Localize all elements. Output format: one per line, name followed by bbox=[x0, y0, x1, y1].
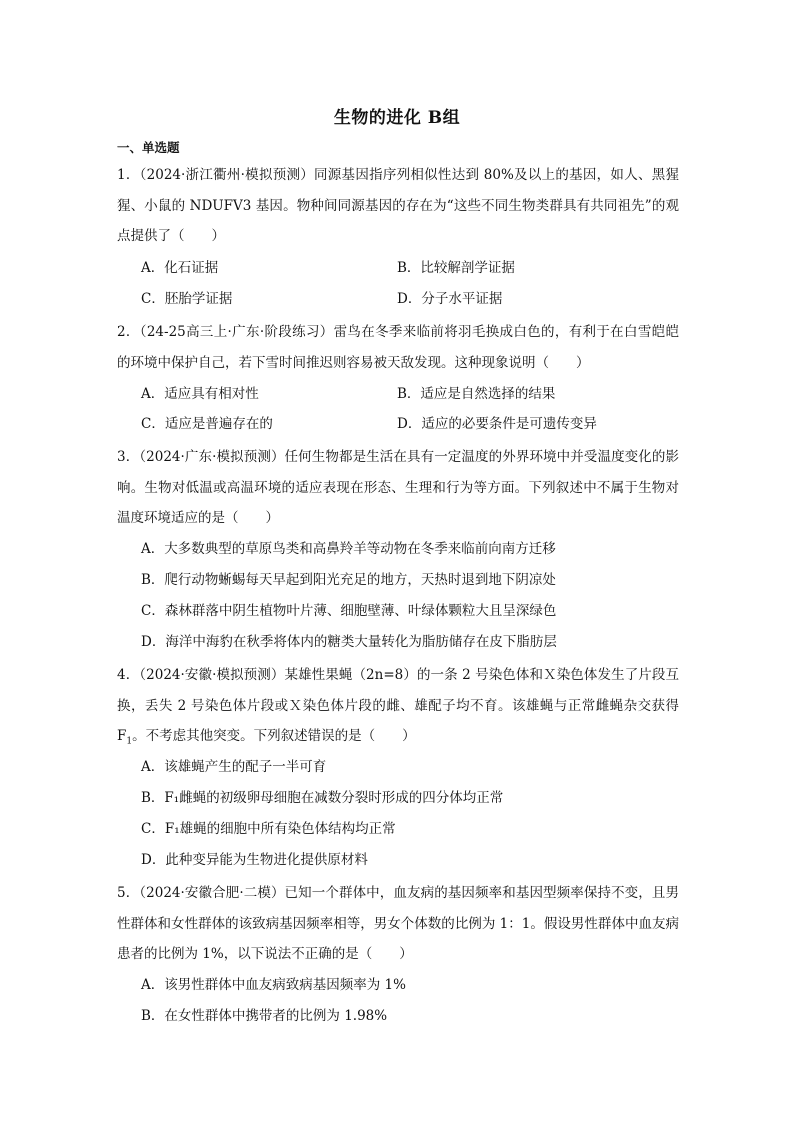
question-2-option-d: D．适应的必要条件是可遗传变异 bbox=[397, 416, 597, 432]
question-3-option-d: D．海洋中海豹在秋季将体内的糖类大量转化为脂肪储存在皮下脂肪层 bbox=[141, 634, 557, 650]
question-3-option-a: A．大多数典型的草原鸟类和高鼻羚羊等动物在冬季来临前向南方迁移 bbox=[141, 541, 556, 557]
section-heading: 一、单选题 bbox=[117, 140, 180, 155]
question-1-stem: 1．（2024·浙江衢州·模拟预测）同源基因指序列相似性达到 80%及以上的基因，如人、黑猩猩、小鼠的 NDUFV3 基因。物种间同源基因的存在为“这些不同生物类群具有共同祖先”的观点提供了（ ） bbox=[117, 167, 679, 244]
question-1-option-a: A．化石证据 bbox=[141, 260, 219, 276]
question-2-stem: 2．（24-25高三上·广东·阶段练习）雷鸟在冬季来临前将羽毛换成白色的，有利于在白雪皑皑的环境中保护自己，若下雪时间推迟则容易被天敌发现。这种现象说明（ ） bbox=[117, 324, 679, 371]
question-4-stem-part-2: 。不考虑其他突变。下列叙述错误的是（ ） bbox=[132, 728, 416, 744]
question-3-option-c: C．森林群落中阴生植物叶片薄、细胞壁薄、叶绿体颗粒大且呈深绿色 bbox=[141, 603, 557, 619]
question-4-option-b: B．F₁雌蝇的初级卵母细胞在减数分裂时形成的四分体均正常 bbox=[141, 790, 504, 806]
question-4-stem-part-1: 4．（2024·安徽·模拟预测）某雄性果蝇（2n=8）的一条 2 号染色体和Ｘ染色体发生了片段互换，丢失 2 号染色体片段或Ｘ染色体片段的雌、雄配子均不育。该雄蝇与正常雌蝇杂交获得 F bbox=[117, 667, 679, 744]
question-5-option-b: B．在女性群体中携带者的比例为 1.98% bbox=[141, 1008, 388, 1024]
question-2-option-b: B．适应是自然选择的结果 bbox=[397, 386, 556, 402]
question-5-stem: 5．（2024·安徽合肥·二模）已知一个群体中，血友病的基因频率和基因型频率保持不变，且男性群体和女性群体的该致病基因频率相等，男女个体数的比例为 1：1。假设男性群体中血友病患者的比例为 1%，以下说法不正确的是（ ） bbox=[117, 885, 679, 962]
question-4-option-c: C．F₁雄蝇的细胞中所有染色体结构均正常 bbox=[141, 821, 396, 837]
question-3-option-b: B．爬行动物蜥蜴每天早起到阳光充足的地方，天热时退到地下阴凉处 bbox=[141, 572, 556, 588]
document-title: 生物的进化 B组 bbox=[333, 108, 461, 128]
question-4-option-d: D．此种变异能为生物进化提供原材料 bbox=[141, 852, 368, 868]
question-2-option-c: C．适应是普遍存在的 bbox=[141, 416, 273, 432]
question-2-option-a: A．适应具有相对性 bbox=[141, 386, 259, 402]
question-4-option-a: A．该雄蝇产生的配子一半可育 bbox=[141, 759, 327, 775]
question-1-option-c: C．胚胎学证据 bbox=[141, 291, 233, 307]
question-4-subscript: 1 bbox=[126, 736, 133, 747]
question-1-option-b: B．比较解剖学证据 bbox=[397, 260, 515, 276]
question-3-stem: 3．（2024·广东·模拟预测）任何生物都是生活在具有一定温度的外界环境中并受温度变化的影响。生物对低温或高温环境的适应表现在形态、生理和行为等方面。下列叙述中不属于生物对温度环境适应的是（ ） bbox=[117, 449, 679, 526]
question-4-stem bbox=[117, 660, 679, 757]
question-5-option-a: A．该男性群体中血友病致病基因频率为 1% bbox=[141, 977, 406, 993]
question-1-option-d: D．分子水平证据 bbox=[397, 291, 503, 307]
